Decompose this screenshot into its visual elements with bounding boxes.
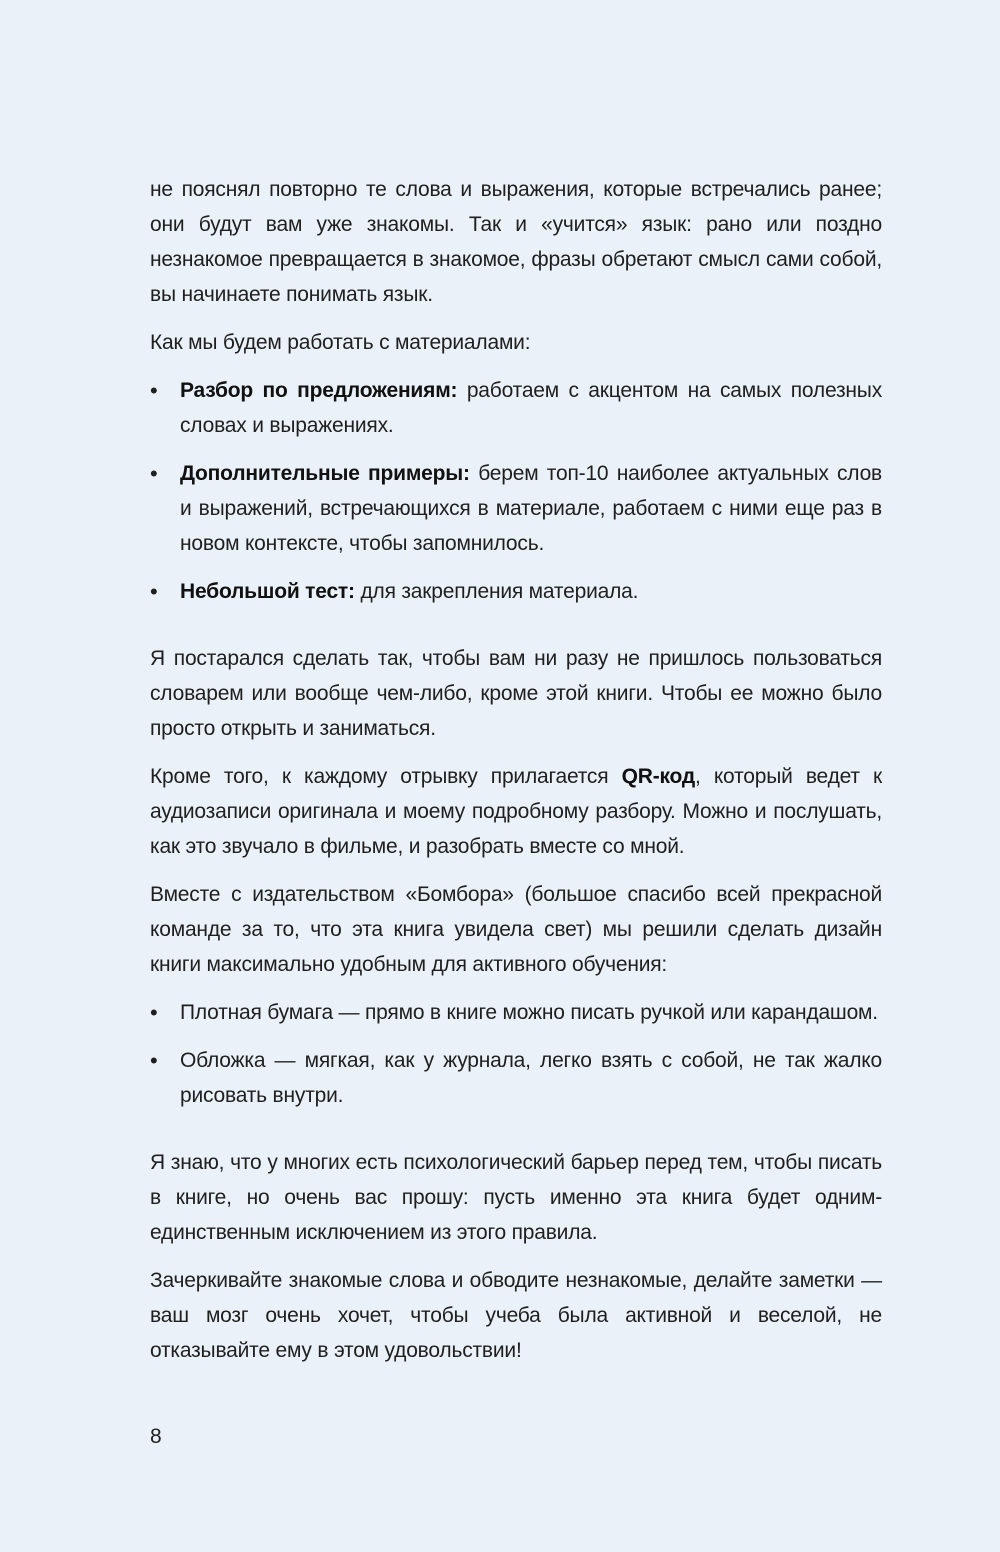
qr-paragraph <box>150 759 882 864</box>
list-item-label: Небольшой тест: <box>180 580 355 603</box>
materials-list <box>150 373 882 609</box>
notes-paragraph: Зачеркивайте знакомые слова и обводите незнакомые, делайте заметки — ваш мозг очень хочет, чтобы учеба была активной и веселой, не отказывайте ему в этом удовольствии! <box>150 1269 882 1362</box>
list-item-text: для закрепления материала. <box>360 580 639 603</box>
qr-text-after: , который ведет к аудиозаписи оригинала и моему подробному разбору. Можно и послушать, как это звучало в фильме, и разобрать вместе со мной. <box>150 765 882 858</box>
list-item-label: Дополнительные примеры: <box>180 462 470 485</box>
list-item <box>150 574 882 609</box>
qr-code-term: QR-код <box>621 765 696 788</box>
list-item <box>150 456 882 561</box>
list-item: • Плотная бумага — прямо в книге можно писать ручкой или карандашом. <box>150 995 882 1030</box>
book-only-paragraph: Я постарался сделать так, чтобы вам ни разу не пришлось пользоваться словарем или вообще чем-либо, кроме этой книги. Чтобы ее можно было просто открыть и заниматься. <box>150 647 882 740</box>
body-text <box>150 172 882 1381</box>
list-item: • Обложка — мягкая, как у журнала, легко взять с собой, не так жалко рисовать внутри. <box>150 1043 882 1113</box>
list-item-text: работаем с акцентом на самых полезных словах и выражениях. <box>180 379 882 437</box>
design-lead: Вместе с издательством «Бомбора» (большое спасибо всей прекрасной команде за то, что эта книга увидела свет) мы решили сделать дизайн книги максимально удобным для активного обучения: <box>150 883 882 976</box>
page-number: 8 <box>150 1425 162 1448</box>
design-list <box>150 995 882 1113</box>
list-item-label: Разбор по предложениям: <box>180 379 458 402</box>
materials-lead: Как мы будем работать с материалами: <box>150 331 531 354</box>
list-item <box>150 373 882 443</box>
writing-paragraph: Я знаю, что у многих есть психологический барьер перед тем, чтобы писать в книге, но очень вас прошу: пусть именно эта книга будет одним-единственным исключением из этого правила. <box>150 1151 882 1244</box>
qr-text-before: Кроме того, к каждому отрывку прилагается <box>150 765 609 788</box>
list-item-text: берем топ-10 наиболее актуальных слов и выражений, встречающихся в материале, работаем с ними еще раз в новом контексте, чтобы запомнилось. <box>180 462 883 555</box>
intro-paragraph: не пояснял повторно те слова и выражения, которые встречались ранее; они будут вам уже знакомы. Так и «учится» язык: рано или поздно незнакомое превращается в знакомое, фразы обретают смысл сами собой, вы начинаете понимать язык. <box>150 178 882 306</box>
